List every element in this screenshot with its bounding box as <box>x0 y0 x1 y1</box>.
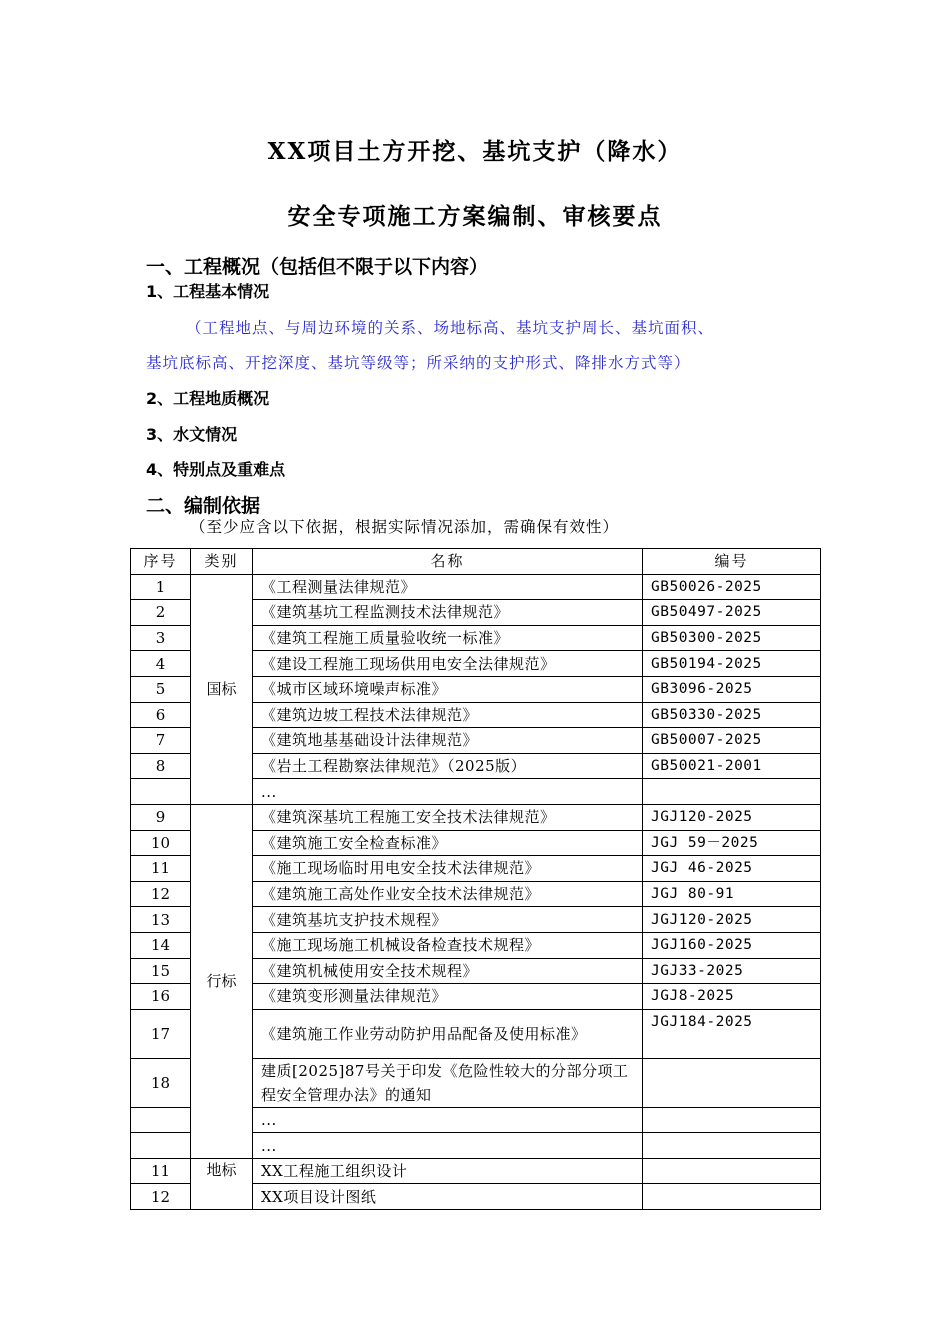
section2-heading: 二、编制依据 <box>146 495 261 517</box>
table-row: 2 《建筑基坑工程监测技术法律规范》 GB50497-2025 <box>131 600 821 626</box>
table-row: ... <box>131 779 821 805</box>
table-row: 1 国标 《工程测量法律规范》 GB50026-2025 <box>131 574 821 600</box>
document-title-line2: 安全专项施工方案编制、审核要点 <box>287 203 663 230</box>
table-row: 16 《建筑变形测量法律规范》 JGJ8-2025 <box>131 984 821 1010</box>
header-no: 序号 <box>131 549 191 575</box>
section2-note: （至少应含以下依据，根据实际情况添加，需确保有效性） <box>190 518 620 536</box>
table-row: 11 地标 XX工程施工组织设计 <box>131 1158 821 1184</box>
section1-heading: 一、工程概况（包括但不限于以下内容） <box>146 256 489 278</box>
header-category: 类别 <box>191 549 253 575</box>
section1-item3: 3、水文情况 <box>146 425 238 444</box>
document-title-line1: XX项目土方开挖、基坑支护（降水） <box>267 138 683 165</box>
table-row: 17 《建筑施工作业劳动防护用品配备及使用标准》 JGJ184-2025 <box>131 1009 821 1058</box>
table-row: 6 《建筑边坡工程技术法律规范》 GB50330-2025 <box>131 702 821 728</box>
table-row: 3 《建筑工程施工质量验收统一标准》 GB50300-2025 <box>131 625 821 651</box>
section1-item2: 2、工程地质概况 <box>146 389 270 408</box>
basis-table <box>130 548 821 1210</box>
table-row: 13 《建筑基坑支护技术规程》 JGJ120-2025 <box>131 907 821 933</box>
header-name: 名称 <box>253 549 643 575</box>
table-row: 11 《施工现场临时用电安全技术法律规范》 JGJ 46-2025 <box>131 856 821 882</box>
category-national: 国标 <box>191 574 253 804</box>
table-row: ... <box>131 1107 821 1133</box>
table-row: 15 《建筑机械使用安全技术规程》 JGJ33-2025 <box>131 958 821 984</box>
table-row: 9 行标 《建筑深基坑工程施工安全技术法律规范》 JGJ120-2025 <box>131 804 821 830</box>
table-row: 12 XX项目设计图纸 <box>131 1184 821 1210</box>
table-row: ... <box>131 1133 821 1159</box>
category-industry: 行标 <box>191 804 253 1158</box>
table-header-row <box>131 549 821 575</box>
table-row: 5 《城市区域环境噪声标准》 GB3096-2025 <box>131 676 821 702</box>
table-row: 12 《建筑施工高处作业安全技术法律规范》 JGJ 80-91 <box>131 881 821 907</box>
table-row: 10 《建筑施工安全检查标准》 JGJ 59－2025 <box>131 830 821 856</box>
section1-item4: 4、特别点及重难点 <box>146 460 286 479</box>
section1-item1: 1、工程基本情况 <box>146 282 270 301</box>
table-row: 8 《岩土工程勘察法律规范》（2025版） GB50021-2001 <box>131 753 821 779</box>
table-row: 18 建质[2025]87号关于印发《危险性较大的分部分项工程安全管理办法》的通知 <box>131 1058 821 1107</box>
table-row: 4 《建设工程施工现场供用电安全法律规范》 GB50194-2025 <box>131 651 821 677</box>
item1-description-line2: 基坑底标高、开挖深度、基坑等级等；所采纳的支护形式、降排水方式等） <box>146 354 691 372</box>
category-local: 地标 <box>191 1158 253 1209</box>
table-row: 7 《建筑地基基础设计法律规范》 GB50007-2025 <box>131 728 821 754</box>
item1-description-line1: （工程地点、与周边环境的关系、场地标高、基坑支护周长、基坑面积、 <box>186 319 715 337</box>
table-row: 14 《施工现场施工机械设备检查技术规程》 JGJ160-2025 <box>131 932 821 958</box>
header-code: 编号 <box>643 549 821 575</box>
